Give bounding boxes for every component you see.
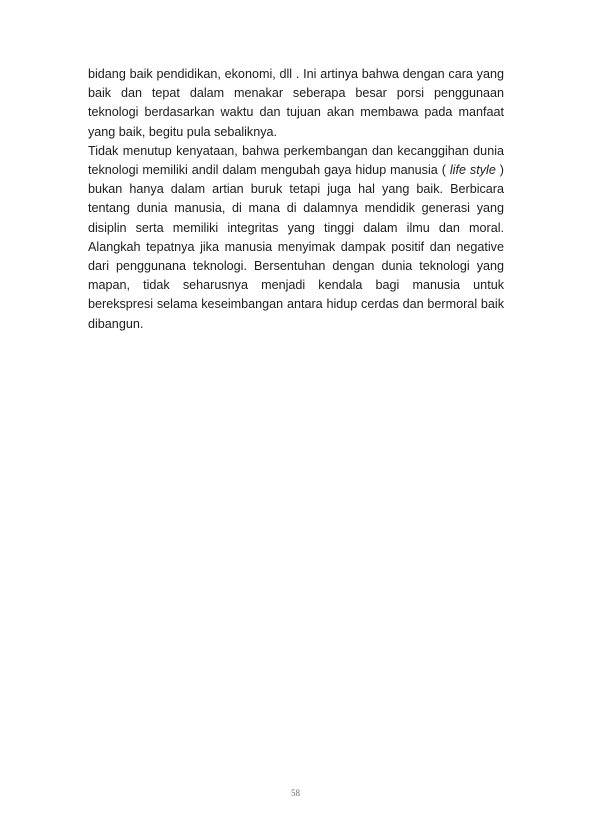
paragraph-1: bidang baik pendidikan, ekonomi, dll . Ini artinya bahwa dengan cara yang baik dan tepat dalam menakar seberapa besar porsi penggunaan teknologi berdasarkan waktu dan tujuan akan membawa pada manfaat yang baik, begitu pula sebaliknya. bbox=[88, 67, 504, 139]
page-number: 58 bbox=[291, 788, 300, 798]
paragraph-2 bbox=[88, 142, 504, 334]
paragraph-2-italic-term: life style bbox=[449, 163, 496, 178]
paragraph-2-text-after-italic: ) bukan hanya dalam artian buruk tetapi juga hal yang baik. Berbicara tentang dunia manusia, di mana di dalamnya mendidik generasi yang disiplin serta memiliki integritas yang tinggi dalam ilmu dan moral. Alangkah tepatnya jika manusia menyimak dampak positif dan negative dari penggunana teknologi. Bersentuhan dengan dunia teknologi yang mapan, tidak seharusnya menjadi kendala bagi manusia untuk berekspresi selama keseimbangan antara hidup cerdas dan bermoral baik dibangun. bbox=[88, 163, 504, 331]
paragraph-2-text-before-italic: Tidak menutup kenyataan, bahwa perkembangan dan kecanggihan dunia teknologi memiliki andil dalam mengubah gaya hidup manusia ( bbox=[88, 143, 504, 178]
body-text bbox=[88, 65, 504, 334]
